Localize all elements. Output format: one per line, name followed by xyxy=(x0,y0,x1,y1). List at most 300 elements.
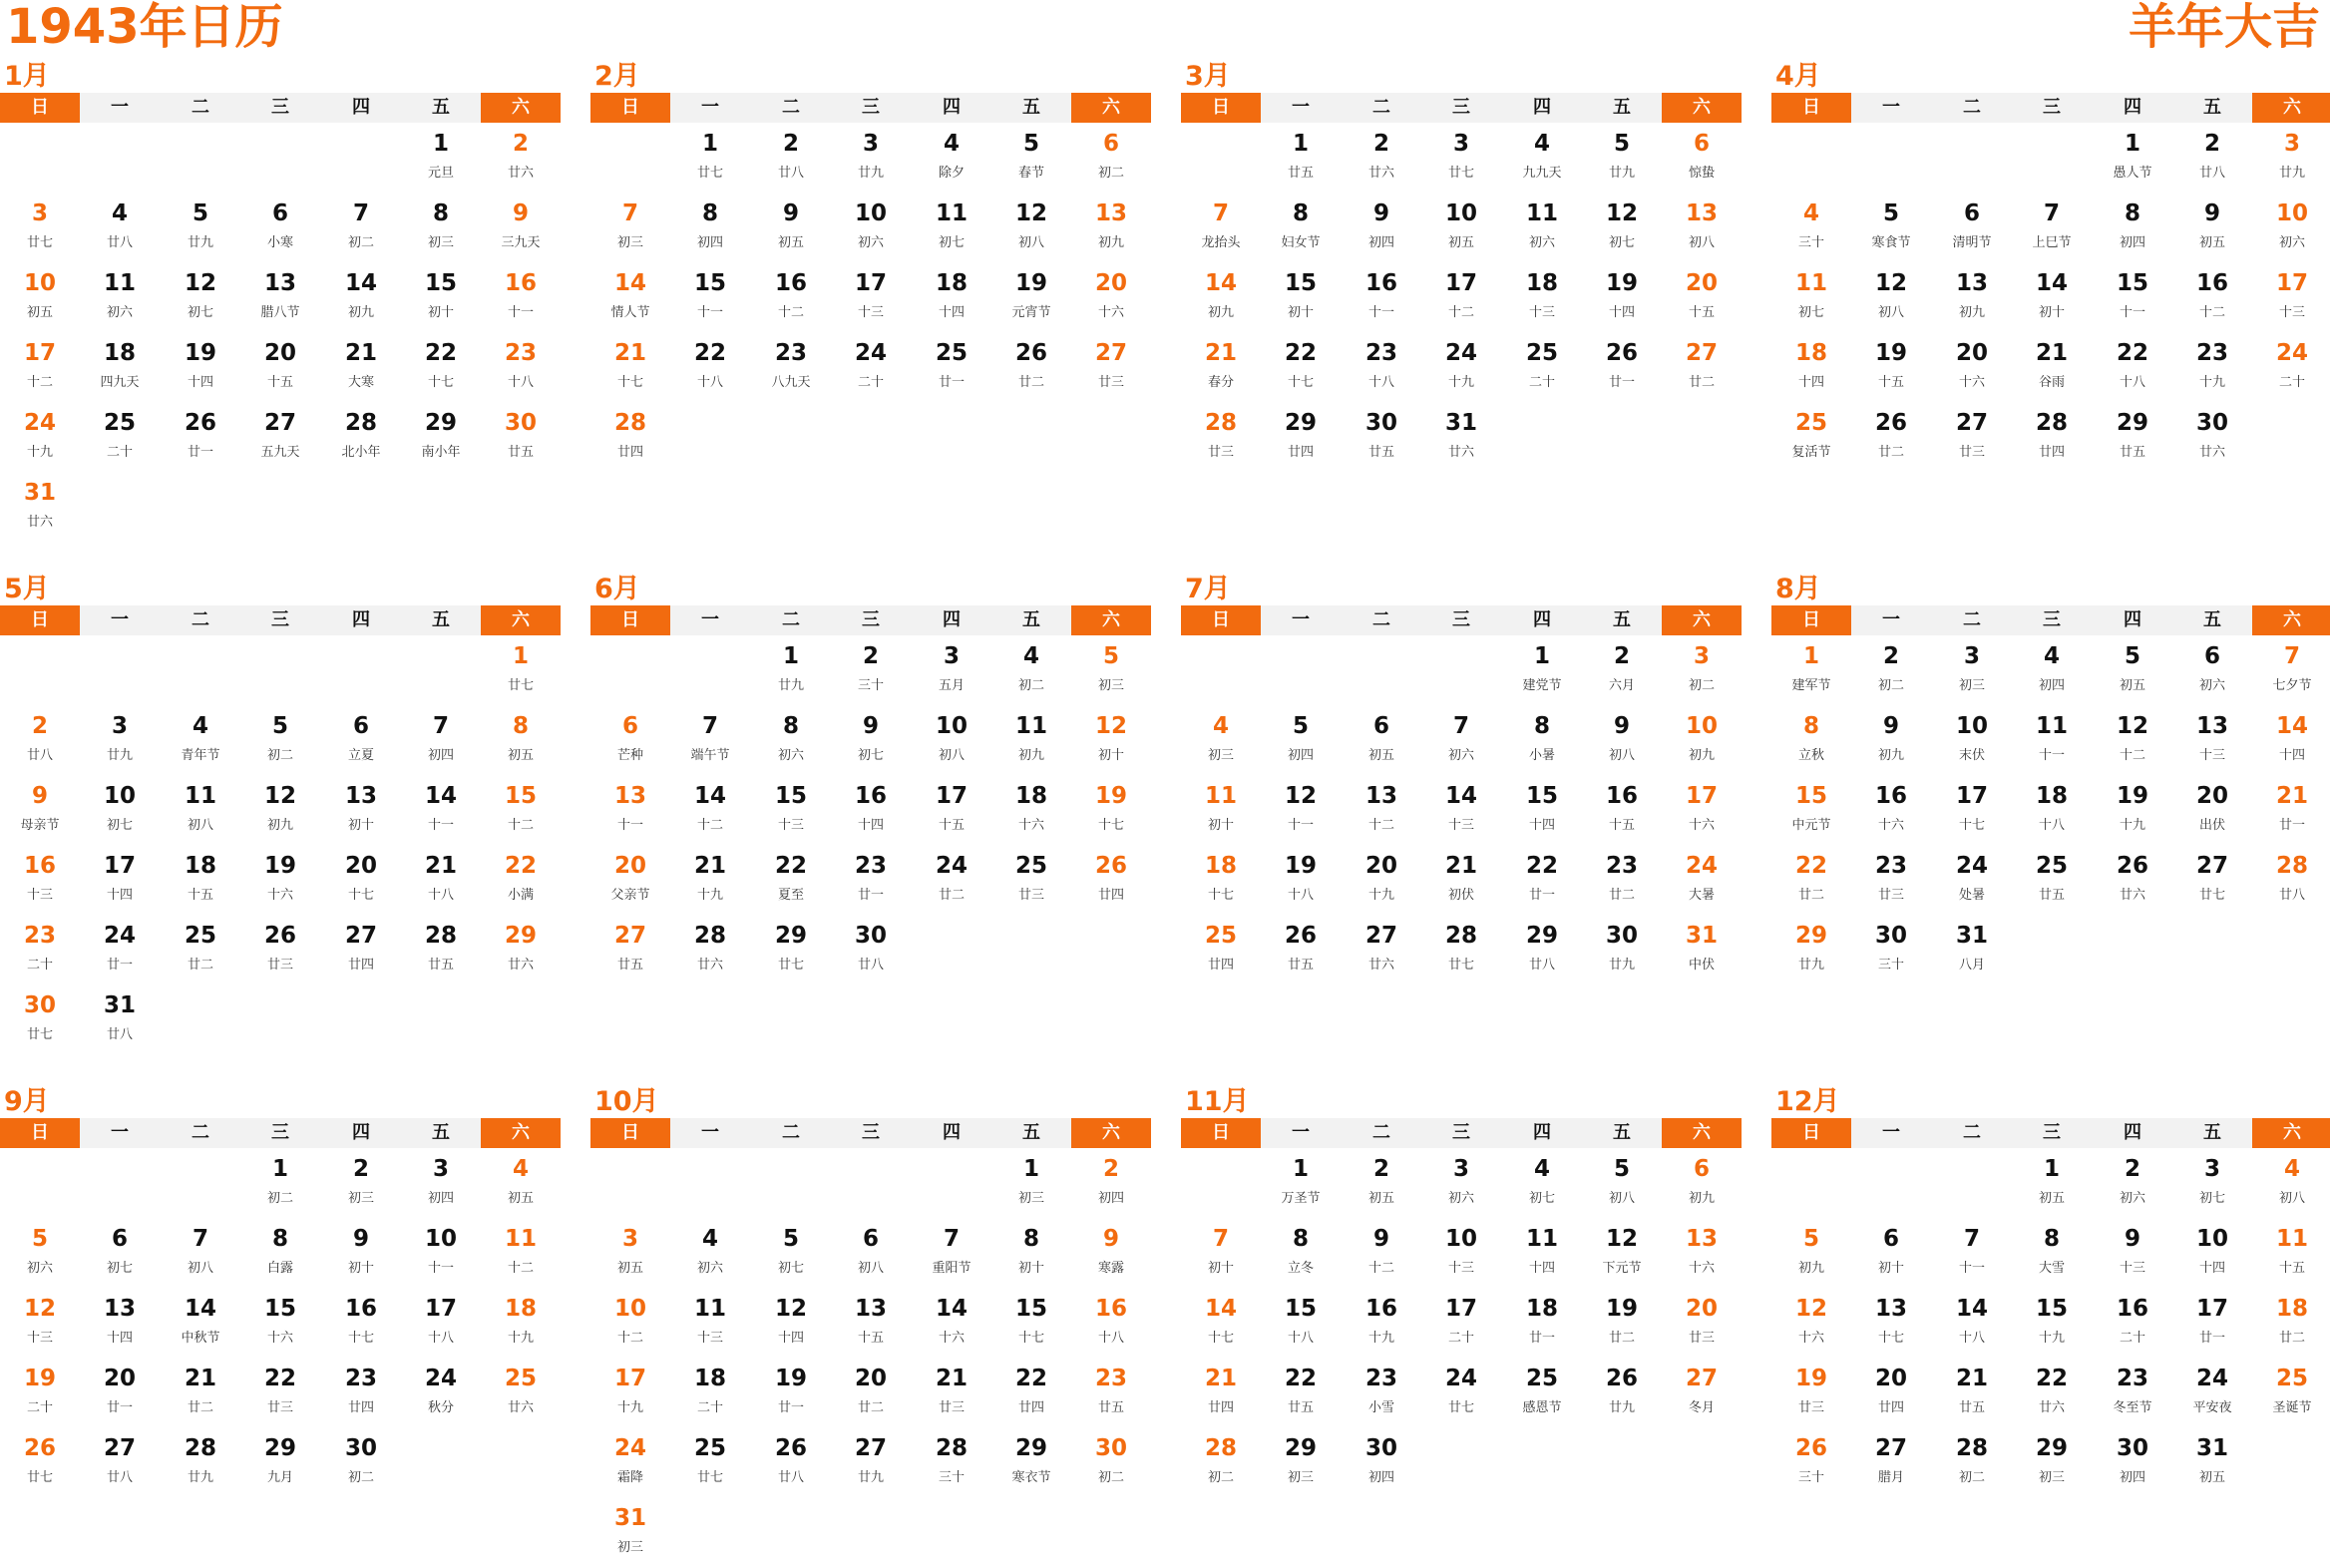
day-cell[interactable] xyxy=(751,1219,831,1289)
day-cell[interactable] xyxy=(1582,124,1662,194)
day-cell[interactable] xyxy=(1421,333,1501,403)
day-cell[interactable] xyxy=(670,1289,750,1359)
day-cell[interactable] xyxy=(1662,916,1742,985)
day-cell[interactable] xyxy=(1771,194,1851,263)
day-cell[interactable] xyxy=(1662,776,1742,846)
day-cell[interactable] xyxy=(1582,916,1662,985)
day-cell[interactable] xyxy=(831,263,911,333)
day-cell[interactable] xyxy=(2252,1149,2330,1219)
day-cell[interactable] xyxy=(2012,706,2092,776)
day-cell[interactable] xyxy=(1181,194,1261,263)
day-cell[interactable] xyxy=(401,1149,481,1219)
day-cell[interactable] xyxy=(912,263,991,333)
day-cell[interactable] xyxy=(321,776,401,846)
day-cell[interactable] xyxy=(321,194,401,263)
day-cell[interactable] xyxy=(831,1359,911,1428)
day-cell[interactable] xyxy=(1342,916,1421,985)
day-cell[interactable] xyxy=(1932,1428,2012,1498)
day-cell[interactable] xyxy=(1582,333,1662,403)
day-cell[interactable] xyxy=(1771,333,1851,403)
day-cell[interactable] xyxy=(1342,333,1421,403)
day-cell[interactable] xyxy=(240,403,320,473)
day-cell[interactable] xyxy=(80,846,160,916)
day-cell[interactable] xyxy=(1342,1289,1421,1359)
day-cell[interactable] xyxy=(401,194,481,263)
day-cell[interactable] xyxy=(1421,263,1501,333)
day-cell[interactable] xyxy=(161,403,240,473)
day-cell[interactable] xyxy=(1071,636,1151,706)
day-cell[interactable] xyxy=(161,1289,240,1359)
day-cell[interactable] xyxy=(751,1359,831,1428)
day-cell[interactable] xyxy=(751,776,831,846)
day-cell[interactable] xyxy=(1181,846,1261,916)
day-cell[interactable] xyxy=(1932,706,2012,776)
day-cell[interactable] xyxy=(2012,776,2092,846)
day-cell[interactable] xyxy=(912,1359,991,1428)
day-cell[interactable] xyxy=(991,776,1071,846)
day-cell[interactable] xyxy=(912,1428,991,1498)
day-cell[interactable] xyxy=(2172,1359,2252,1428)
day-cell[interactable] xyxy=(161,1219,240,1289)
day-cell[interactable] xyxy=(1932,916,2012,985)
day-cell[interactable] xyxy=(1582,263,1662,333)
day-cell[interactable] xyxy=(2093,124,2172,194)
day-cell[interactable] xyxy=(1342,846,1421,916)
day-cell[interactable] xyxy=(240,776,320,846)
day-cell[interactable] xyxy=(240,1428,320,1498)
day-cell[interactable] xyxy=(401,333,481,403)
day-cell[interactable] xyxy=(321,1359,401,1428)
day-cell[interactable] xyxy=(321,706,401,776)
day-cell[interactable] xyxy=(1261,1359,1341,1428)
day-cell[interactable] xyxy=(590,194,670,263)
day-cell[interactable] xyxy=(1261,194,1341,263)
day-cell[interactable] xyxy=(80,985,160,1055)
day-cell[interactable] xyxy=(670,1219,750,1289)
day-cell[interactable] xyxy=(1851,636,1931,706)
day-cell[interactable] xyxy=(1261,706,1341,776)
day-cell[interactable] xyxy=(1421,1359,1501,1428)
day-cell[interactable] xyxy=(2012,1149,2092,1219)
day-cell[interactable] xyxy=(670,916,750,985)
day-cell[interactable] xyxy=(1851,263,1931,333)
day-cell[interactable] xyxy=(1261,333,1341,403)
day-cell[interactable] xyxy=(2252,124,2330,194)
day-cell[interactable] xyxy=(1342,263,1421,333)
day-cell[interactable] xyxy=(831,636,911,706)
day-cell[interactable] xyxy=(991,263,1071,333)
day-cell[interactable] xyxy=(590,333,670,403)
day-cell[interactable] xyxy=(1582,1219,1662,1289)
day-cell[interactable] xyxy=(1502,636,1582,706)
day-cell[interactable] xyxy=(1421,1149,1501,1219)
day-cell[interactable] xyxy=(670,846,750,916)
day-cell[interactable] xyxy=(2012,403,2092,473)
day-cell[interactable] xyxy=(321,1219,401,1289)
day-cell[interactable] xyxy=(1181,1289,1261,1359)
day-cell[interactable] xyxy=(751,263,831,333)
day-cell[interactable] xyxy=(1771,846,1851,916)
day-cell[interactable] xyxy=(1502,263,1582,333)
day-cell[interactable] xyxy=(991,846,1071,916)
day-cell[interactable] xyxy=(991,1359,1071,1428)
day-cell[interactable] xyxy=(1502,846,1582,916)
day-cell[interactable] xyxy=(1181,1359,1261,1428)
day-cell[interactable] xyxy=(1342,124,1421,194)
day-cell[interactable] xyxy=(1932,333,2012,403)
day-cell[interactable] xyxy=(751,194,831,263)
day-cell[interactable] xyxy=(1181,403,1261,473)
day-cell[interactable] xyxy=(1071,1359,1151,1428)
day-cell[interactable] xyxy=(1261,1219,1341,1289)
day-cell[interactable] xyxy=(670,333,750,403)
day-cell[interactable] xyxy=(1582,194,1662,263)
day-cell[interactable] xyxy=(0,403,80,473)
day-cell[interactable] xyxy=(1071,263,1151,333)
day-cell[interactable] xyxy=(590,263,670,333)
day-cell[interactable] xyxy=(1851,1219,1931,1289)
day-cell[interactable] xyxy=(1421,1219,1501,1289)
day-cell[interactable] xyxy=(240,333,320,403)
day-cell[interactable] xyxy=(2012,263,2092,333)
day-cell[interactable] xyxy=(2252,1219,2330,1289)
day-cell[interactable] xyxy=(1071,846,1151,916)
day-cell[interactable] xyxy=(401,706,481,776)
day-cell[interactable] xyxy=(1771,403,1851,473)
day-cell[interactable] xyxy=(912,776,991,846)
day-cell[interactable] xyxy=(1502,194,1582,263)
day-cell[interactable] xyxy=(2012,1359,2092,1428)
day-cell[interactable] xyxy=(1662,124,1742,194)
day-cell[interactable] xyxy=(831,846,911,916)
day-cell[interactable] xyxy=(1851,846,1931,916)
day-cell[interactable] xyxy=(2172,1289,2252,1359)
day-cell[interactable] xyxy=(1071,1289,1151,1359)
day-cell[interactable] xyxy=(831,1289,911,1359)
day-cell[interactable] xyxy=(1851,776,1931,846)
day-cell[interactable] xyxy=(1071,1219,1151,1289)
day-cell[interactable] xyxy=(80,1219,160,1289)
day-cell[interactable] xyxy=(0,473,80,543)
day-cell[interactable] xyxy=(2093,1149,2172,1219)
day-cell[interactable] xyxy=(80,333,160,403)
day-cell[interactable] xyxy=(2093,1289,2172,1359)
day-cell[interactable] xyxy=(1771,1359,1851,1428)
day-cell[interactable] xyxy=(1582,776,1662,846)
day-cell[interactable] xyxy=(2093,636,2172,706)
day-cell[interactable] xyxy=(2172,403,2252,473)
day-cell[interactable] xyxy=(240,1149,320,1219)
day-cell[interactable] xyxy=(1071,1149,1151,1219)
day-cell[interactable] xyxy=(1771,916,1851,985)
day-cell[interactable] xyxy=(1071,194,1151,263)
day-cell[interactable] xyxy=(161,194,240,263)
day-cell[interactable] xyxy=(1502,1289,1582,1359)
day-cell[interactable] xyxy=(751,1428,831,1498)
day-cell[interactable] xyxy=(401,1359,481,1428)
day-cell[interactable] xyxy=(1932,194,2012,263)
day-cell[interactable] xyxy=(1851,333,1931,403)
day-cell[interactable] xyxy=(481,333,561,403)
day-cell[interactable] xyxy=(321,403,401,473)
day-cell[interactable] xyxy=(831,776,911,846)
day-cell[interactable] xyxy=(1071,706,1151,776)
day-cell[interactable] xyxy=(2172,636,2252,706)
day-cell[interactable] xyxy=(321,916,401,985)
day-cell[interactable] xyxy=(1261,1289,1341,1359)
day-cell[interactable] xyxy=(1851,1289,1931,1359)
day-cell[interactable] xyxy=(1181,706,1261,776)
day-cell[interactable] xyxy=(481,1219,561,1289)
day-cell[interactable] xyxy=(751,636,831,706)
day-cell[interactable] xyxy=(1261,403,1341,473)
day-cell[interactable] xyxy=(401,263,481,333)
day-cell[interactable] xyxy=(831,333,911,403)
day-cell[interactable] xyxy=(1851,403,1931,473)
day-cell[interactable] xyxy=(0,916,80,985)
day-cell[interactable] xyxy=(481,1289,561,1359)
day-cell[interactable] xyxy=(1932,1359,2012,1428)
day-cell[interactable] xyxy=(1181,333,1261,403)
day-cell[interactable] xyxy=(912,706,991,776)
day-cell[interactable] xyxy=(1421,706,1501,776)
day-cell[interactable] xyxy=(1662,846,1742,916)
day-cell[interactable] xyxy=(1071,333,1151,403)
day-cell[interactable] xyxy=(1261,263,1341,333)
day-cell[interactable] xyxy=(161,776,240,846)
day-cell[interactable] xyxy=(2172,124,2252,194)
day-cell[interactable] xyxy=(2012,333,2092,403)
day-cell[interactable] xyxy=(1851,706,1931,776)
day-cell[interactable] xyxy=(2252,846,2330,916)
day-cell[interactable] xyxy=(0,194,80,263)
day-cell[interactable] xyxy=(321,1289,401,1359)
day-cell[interactable] xyxy=(751,333,831,403)
day-cell[interactable] xyxy=(1662,636,1742,706)
day-cell[interactable] xyxy=(1342,403,1421,473)
day-cell[interactable] xyxy=(1771,1219,1851,1289)
day-cell[interactable] xyxy=(1851,1428,1931,1498)
day-cell[interactable] xyxy=(2012,1219,2092,1289)
day-cell[interactable] xyxy=(1421,776,1501,846)
day-cell[interactable] xyxy=(240,846,320,916)
day-cell[interactable] xyxy=(2252,194,2330,263)
day-cell[interactable] xyxy=(1261,846,1341,916)
day-cell[interactable] xyxy=(2252,776,2330,846)
day-cell[interactable] xyxy=(2093,194,2172,263)
day-cell[interactable] xyxy=(2093,1359,2172,1428)
day-cell[interactable] xyxy=(0,776,80,846)
day-cell[interactable] xyxy=(1582,1359,1662,1428)
day-cell[interactable] xyxy=(2093,846,2172,916)
day-cell[interactable] xyxy=(481,636,561,706)
day-cell[interactable] xyxy=(321,263,401,333)
day-cell[interactable] xyxy=(80,263,160,333)
day-cell[interactable] xyxy=(80,403,160,473)
day-cell[interactable] xyxy=(991,333,1071,403)
day-cell[interactable] xyxy=(590,1498,670,1568)
day-cell[interactable] xyxy=(751,1289,831,1359)
day-cell[interactable] xyxy=(1181,1219,1261,1289)
day-cell[interactable] xyxy=(751,706,831,776)
day-cell[interactable] xyxy=(991,706,1071,776)
day-cell[interactable] xyxy=(670,1428,750,1498)
day-cell[interactable] xyxy=(1181,776,1261,846)
day-cell[interactable] xyxy=(2012,1289,2092,1359)
day-cell[interactable] xyxy=(912,1289,991,1359)
day-cell[interactable] xyxy=(1932,846,2012,916)
day-cell[interactable] xyxy=(670,194,750,263)
day-cell[interactable] xyxy=(1421,124,1501,194)
day-cell[interactable] xyxy=(401,776,481,846)
day-cell[interactable] xyxy=(240,1289,320,1359)
day-cell[interactable] xyxy=(670,124,750,194)
day-cell[interactable] xyxy=(401,403,481,473)
day-cell[interactable] xyxy=(2252,263,2330,333)
day-cell[interactable] xyxy=(991,1289,1071,1359)
day-cell[interactable] xyxy=(590,1289,670,1359)
day-cell[interactable] xyxy=(912,124,991,194)
day-cell[interactable] xyxy=(481,403,561,473)
day-cell[interactable] xyxy=(1502,333,1582,403)
day-cell[interactable] xyxy=(670,1359,750,1428)
day-cell[interactable] xyxy=(481,194,561,263)
day-cell[interactable] xyxy=(2252,333,2330,403)
day-cell[interactable] xyxy=(912,333,991,403)
day-cell[interactable] xyxy=(1071,1428,1151,1498)
day-cell[interactable] xyxy=(1502,916,1582,985)
day-cell[interactable] xyxy=(2093,776,2172,846)
day-cell[interactable] xyxy=(1261,1149,1341,1219)
day-cell[interactable] xyxy=(2252,1289,2330,1359)
day-cell[interactable] xyxy=(1421,194,1501,263)
day-cell[interactable] xyxy=(161,1359,240,1428)
day-cell[interactable] xyxy=(2093,1428,2172,1498)
day-cell[interactable] xyxy=(1342,776,1421,846)
day-cell[interactable] xyxy=(1071,776,1151,846)
day-cell[interactable] xyxy=(1261,916,1341,985)
day-cell[interactable] xyxy=(1342,1149,1421,1219)
day-cell[interactable] xyxy=(1932,636,2012,706)
day-cell[interactable] xyxy=(80,1428,160,1498)
day-cell[interactable] xyxy=(321,846,401,916)
day-cell[interactable] xyxy=(1261,124,1341,194)
day-cell[interactable] xyxy=(481,916,561,985)
day-cell[interactable] xyxy=(751,124,831,194)
day-cell[interactable] xyxy=(831,916,911,985)
day-cell[interactable] xyxy=(0,263,80,333)
day-cell[interactable] xyxy=(2252,706,2330,776)
day-cell[interactable] xyxy=(1662,1289,1742,1359)
day-cell[interactable] xyxy=(481,776,561,846)
day-cell[interactable] xyxy=(2093,403,2172,473)
day-cell[interactable] xyxy=(1181,1428,1261,1498)
day-cell[interactable] xyxy=(0,1219,80,1289)
day-cell[interactable] xyxy=(321,1149,401,1219)
day-cell[interactable] xyxy=(2093,263,2172,333)
day-cell[interactable] xyxy=(0,706,80,776)
day-cell[interactable] xyxy=(1932,263,2012,333)
day-cell[interactable] xyxy=(1421,846,1501,916)
day-cell[interactable] xyxy=(161,916,240,985)
day-cell[interactable] xyxy=(481,263,561,333)
day-cell[interactable] xyxy=(240,194,320,263)
day-cell[interactable] xyxy=(481,846,561,916)
day-cell[interactable] xyxy=(2172,846,2252,916)
day-cell[interactable] xyxy=(590,1428,670,1498)
day-cell[interactable] xyxy=(481,1359,561,1428)
day-cell[interactable] xyxy=(1421,1289,1501,1359)
day-cell[interactable] xyxy=(401,124,481,194)
day-cell[interactable] xyxy=(1181,916,1261,985)
day-cell[interactable] xyxy=(1261,1428,1341,1498)
day-cell[interactable] xyxy=(2172,1149,2252,1219)
day-cell[interactable] xyxy=(321,333,401,403)
day-cell[interactable] xyxy=(1851,916,1931,985)
day-cell[interactable] xyxy=(590,403,670,473)
day-cell[interactable] xyxy=(1662,1219,1742,1289)
day-cell[interactable] xyxy=(912,636,991,706)
day-cell[interactable] xyxy=(161,263,240,333)
day-cell[interactable] xyxy=(1771,706,1851,776)
day-cell[interactable] xyxy=(1771,636,1851,706)
day-cell[interactable] xyxy=(161,333,240,403)
day-cell[interactable] xyxy=(590,1219,670,1289)
day-cell[interactable] xyxy=(991,124,1071,194)
day-cell[interactable] xyxy=(240,706,320,776)
day-cell[interactable] xyxy=(321,1428,401,1498)
day-cell[interactable] xyxy=(1342,194,1421,263)
day-cell[interactable] xyxy=(1582,1289,1662,1359)
day-cell[interactable] xyxy=(1342,1428,1421,1498)
day-cell[interactable] xyxy=(1932,1219,2012,1289)
day-cell[interactable] xyxy=(1771,1428,1851,1498)
day-cell[interactable] xyxy=(481,706,561,776)
day-cell[interactable] xyxy=(1502,1219,1582,1289)
day-cell[interactable] xyxy=(1502,776,1582,846)
day-cell[interactable] xyxy=(1342,1359,1421,1428)
day-cell[interactable] xyxy=(670,776,750,846)
day-cell[interactable] xyxy=(2012,194,2092,263)
day-cell[interactable] xyxy=(401,916,481,985)
day-cell[interactable] xyxy=(751,916,831,985)
day-cell[interactable] xyxy=(1771,1289,1851,1359)
day-cell[interactable] xyxy=(161,1428,240,1498)
day-cell[interactable] xyxy=(1851,1359,1931,1428)
day-cell[interactable] xyxy=(1261,776,1341,846)
day-cell[interactable] xyxy=(590,776,670,846)
day-cell[interactable] xyxy=(1181,263,1261,333)
day-cell[interactable] xyxy=(1342,706,1421,776)
day-cell[interactable] xyxy=(1851,194,1931,263)
day-cell[interactable] xyxy=(912,1219,991,1289)
day-cell[interactable] xyxy=(161,846,240,916)
day-cell[interactable] xyxy=(991,1219,1071,1289)
day-cell[interactable] xyxy=(80,1359,160,1428)
day-cell[interactable] xyxy=(831,124,911,194)
day-cell[interactable] xyxy=(2172,194,2252,263)
day-cell[interactable] xyxy=(1932,776,2012,846)
day-cell[interactable] xyxy=(80,194,160,263)
day-cell[interactable] xyxy=(1662,1149,1742,1219)
day-cell[interactable] xyxy=(991,194,1071,263)
day-cell[interactable] xyxy=(0,1359,80,1428)
day-cell[interactable] xyxy=(80,706,160,776)
day-cell[interactable] xyxy=(2093,706,2172,776)
day-cell[interactable] xyxy=(1421,403,1501,473)
day-cell[interactable] xyxy=(0,985,80,1055)
day-cell[interactable] xyxy=(1662,194,1742,263)
